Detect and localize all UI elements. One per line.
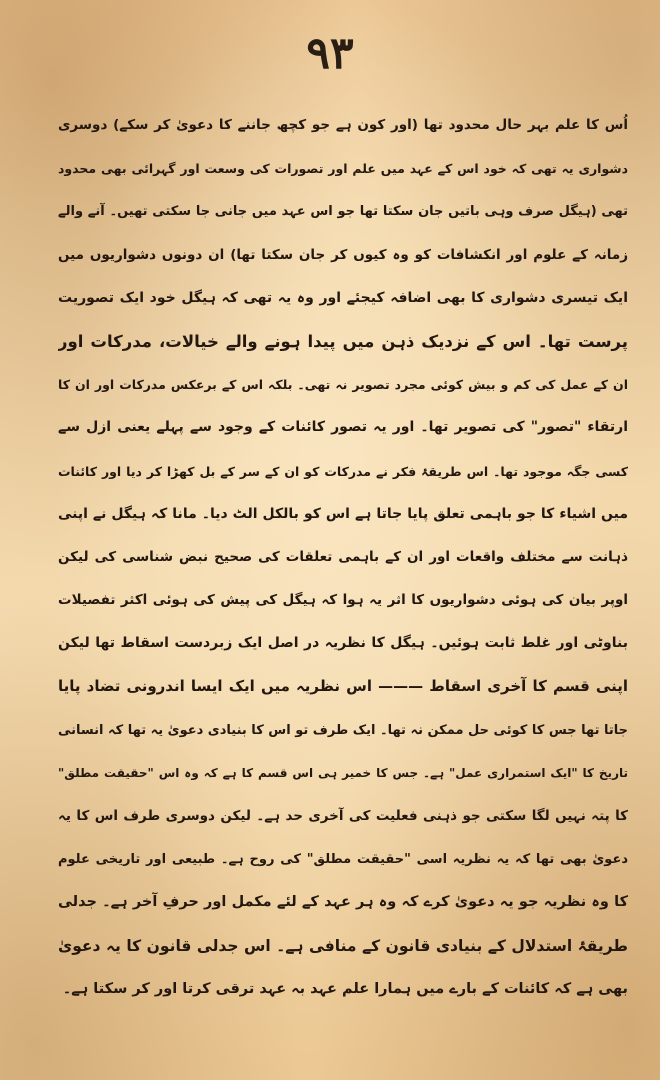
body-text: [58, 104, 628, 1011]
text-line: ایک تیسری دشواری کا بھی اضافہ کیجئے اور وہ یہ تھی کہ ہیگل خود ایک تصوریت: [58, 289, 628, 306]
text-line: ذہانت سے مختلف واقعات اور ان کے باہمی تعلقات کی صحیح نبض شناسی کی لیکن: [58, 548, 628, 565]
text-line: ارتقاء "تصور" کی تصویر تھا۔ اور یہ تصور کائنات کے وجود سے پہلے یعنی ازل سے: [58, 419, 628, 436]
text-line: جاتا تھا جس کا کوئی حل ممکن نہ تھا۔ ایک طرف تو اس کا بنیادی دعویٰ یہ تھا کہ انسانی: [58, 722, 628, 738]
text-line: اپنی قسم کا آخری اسقاط ——— اس نظریہ میں ایک ایسا اندرونی تضاد پایا: [58, 677, 628, 696]
text-line: پرست تھا۔ اس کے نزدیک ذہن میں پیدا ہونے والے خیالات، مدرکات اور: [58, 331, 628, 351]
text-line: بناوٹی اور غلط ثابت ہوئیں۔ ہیگل کا نظریہ در اصل ایک زبردست اسقاط تھا لیکن: [58, 635, 628, 652]
text-line: تاریخ کا "ایک استمراری عمل" ہے۔ جس کا خمیر ہی اس قسم کا ہے کہ وہ اس "حقیقت مطلق": [58, 765, 628, 780]
text-line: دعویٰ بھی تھا کہ یہ نظریہ اسی "حقیقت مطلق" کی روح ہے۔ طبیعی اور تاریخی علوم: [58, 852, 628, 868]
text-line: کا وہ نظریہ جو یہ دعویٰ کرے کہ وہ ہر عہد کے لئے مکمل اور حرفِ آخر ہے۔ جدلی: [58, 894, 628, 911]
text-line: ان کے عمل کی کم و بیش کوئی مجرد تصویر نہ تھی۔ بلکہ اس کے برعکس مدرکات اور ان کا: [58, 377, 628, 393]
text-line: دشواری یہ تھی کہ خود اس کے عہد میں علم اور تصورات کی وسعت اور گہرائی بھی محدود: [58, 161, 628, 177]
text-line: کا پتہ نہیں لگا سکتی جو ذہنی فعلیت کی آخری حد ہے۔ لیکن دوسری طرف اس کا یہ: [58, 808, 628, 824]
text-line: کسی جگہ موجود تھا۔ اس طریقۂ فکر نے مدرکات کو ان کے سر کے بل کھڑا کر دیا اور کائنات: [58, 463, 628, 479]
text-line: زمانہ کے علوم اور انکشافات کو وہ کیوں کر جان سکتا تھا) ان دونوں دشواریوں میں: [58, 246, 628, 263]
page-number: ٩٣: [306, 28, 354, 79]
text-line: اُس کا علم بہر حال محدود تھا (اور کون ہے جو کچھ جاننے کا دعویٰ کر سکے) دوسری: [58, 117, 628, 133]
text-line: بھی ہے کہ کائنات کے بارے میں ہمارا علم عہد بہ عہد ترقی کرتا اور کر سکتا ہے۔: [62, 980, 628, 997]
text-line: تھی (ہیگل صرف وہی باتیں جان سکتا تھا جو اس عہد میں جانی جا سکتی تھیں۔ آنے والے: [58, 204, 628, 220]
text-line: میں اشیاء کا جو باہمی تعلق پایا جاتا ہے اس کو بالکل الٹ دیا۔ مانا کہ ہیگل نے اپنی: [58, 505, 628, 522]
text-line: طریقۂ استدلال کے بنیادی قانون کے منافی ہے۔ اس جدلی قانون کا یہ دعویٰ: [58, 936, 628, 955]
text-line: اوپر بیان کی ہوئی دشواریوں کا اثر یہ ہوا کہ ہیگل کی پیش کی ہوئی اکثر تفصیلات: [58, 592, 628, 609]
